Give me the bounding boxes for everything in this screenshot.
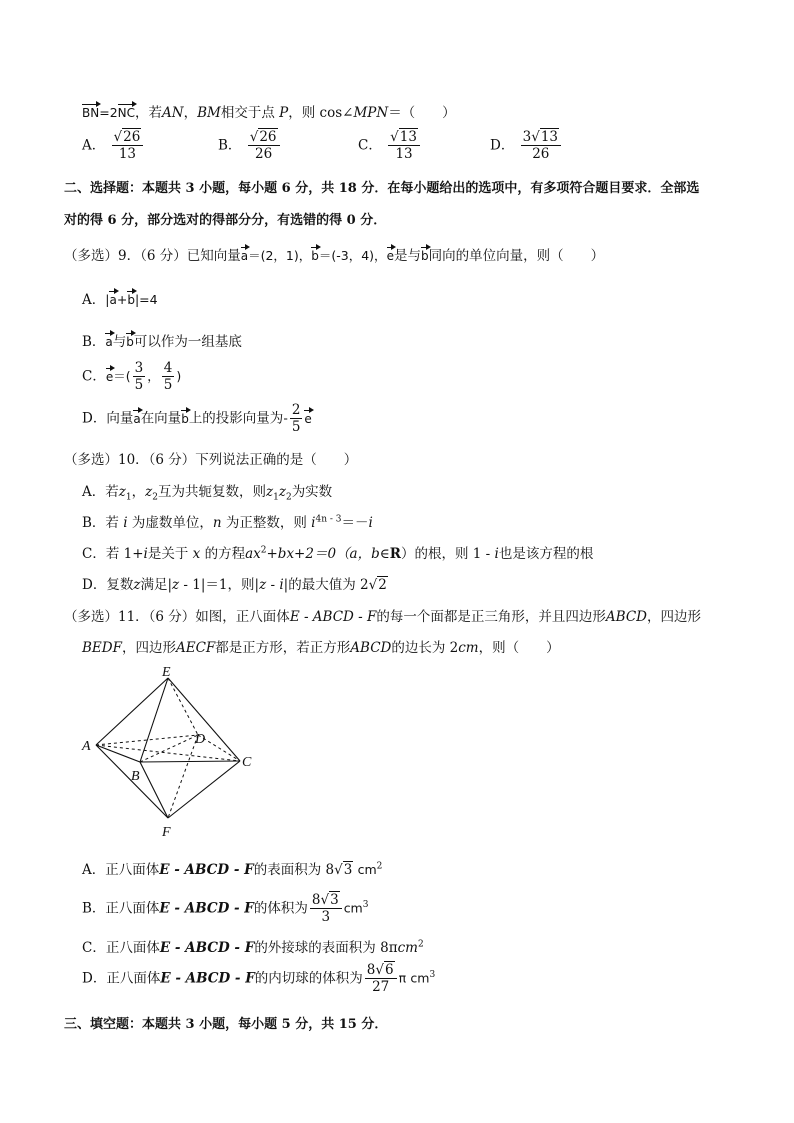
q9-stem: （多选）9．（6 分）已知向量a＝(2，1)，b＝(-3，4)，e是与b同向的单位向量，则（ ） [64, 248, 605, 264]
q8-option-c: C． $\frac{√13}{13}$ [358, 130, 422, 162]
q10-stem: （多选）10．（6 分）下列说法正确的是（ ） [64, 452, 358, 468]
q10-option-c: C．若 1+i是关于 x 的方程$ax^2+bx+2=0(a$，b∈R）的根，则 1 - i也是该方程的根 [82, 545, 594, 562]
edge-ed-hidden [168, 678, 198, 735]
q10-option-d: D．复数z满足|z - 1|＝1，则|z - i|的最大值为 2√2 [82, 577, 387, 593]
q11-stem-line2: BEDF，四边形AECF都是正方形，若正方形ABCD的边长为 2cm，则（ ） [82, 640, 560, 656]
fraction: $\frac{3}{5}$ [134, 360, 144, 393]
section-2-heading-cont: 对的得 6 分，部分选对的得部分分，有选错的得 0 分． [64, 213, 387, 228]
q9-option-a: A．|a+b|=4 [82, 292, 158, 308]
edge-cf [168, 761, 240, 818]
fraction: $\frac{8√3}{3}$ [310, 893, 342, 925]
label-b: B [131, 769, 140, 784]
q11-option-c: C．正八面体E - ABCD - F的外接球的表面积为 8πcm$^2$ [82, 939, 424, 956]
q11-stem-line1: （多选）11．（6 分）如图，正八面体E - ABCD - F的每一个面都是正三角形，并且四边形ABCD，四边形 [64, 609, 701, 625]
edge-ab [96, 745, 140, 762]
q10-option-a: A．若$z_1$，$z_2$互为共轭复数，则$z_1z_2$为实数 [82, 484, 333, 503]
q11-option-b: B．正八面体E - ABCD - F的体积为 $\frac{8√3}{3}$ $cm^3$ [82, 892, 369, 925]
q8-stem: BN=2NC，若AN，BM相交于点 P，则 cos∠MPN＝（ ） [82, 105, 456, 121]
q8-option-b: B． $\frac{√26}{26}$ [218, 130, 282, 162]
q11-option-a: A．正八面体E - ABCD - F的表面积为 8√3 $cm^2$ [82, 861, 383, 878]
label-c: C [242, 755, 252, 770]
edge-bf [140, 762, 168, 818]
q9-option-d: D．向量a在向量b上的投影向量为- $\frac{2}{5}$ e [82, 402, 312, 435]
fraction: $\frac{3√13}{26}$ [521, 130, 561, 162]
q9-option-b: B．a与b可以作为一组基底 [82, 334, 242, 350]
q8-option-d: D． $\frac{3√13}{26}$ [490, 130, 563, 162]
label-e: E [162, 665, 171, 680]
vector-bn: BN [82, 106, 100, 120]
edge-ec [168, 678, 240, 761]
fraction: $\frac{4}{5}$ [163, 360, 173, 393]
q10-option-b: B．若 i 为虚数单位，n 为正整数，则 $i^{4n - 3}=-i$ [82, 514, 373, 531]
fraction: $\frac{8√6}{27}$ [365, 963, 397, 995]
edge-bc [140, 761, 240, 762]
q11-option-d: D．正八面体E - ABCD - F的内切球的体积为 $\frac{8√6}{27}$ π $cm^3$ [82, 962, 436, 995]
q8-option-a: A． $\frac{√26}{13}$ [82, 130, 145, 162]
fraction: $\frac{√26}{13}$ [112, 130, 144, 162]
label-d: D [195, 732, 206, 747]
section-3-heading: 三、填空题：本题共 3 小题，每小题 5 分，共 15 分． [64, 1017, 388, 1032]
octahedron-figure [78, 665, 278, 845]
fraction: $\frac{2}{5}$ [291, 402, 301, 435]
fraction: $\frac{√26}{26}$ [248, 130, 280, 162]
section-2-heading: 二、选择题：本题共 3 小题，每小题 6 分，共 18 分．在每小题给出的选项中，有多项符合题目要求．全部选 [64, 181, 700, 196]
label-f: F [162, 825, 171, 840]
fraction: $\frac{√13}{13}$ [388, 130, 420, 162]
q9-option-c: C．e＝( $\frac{3}{5}$ ， $\frac{4}{5}$ ) [82, 360, 182, 393]
label-a: A [82, 739, 91, 754]
vector-nc: NC [117, 106, 136, 120]
